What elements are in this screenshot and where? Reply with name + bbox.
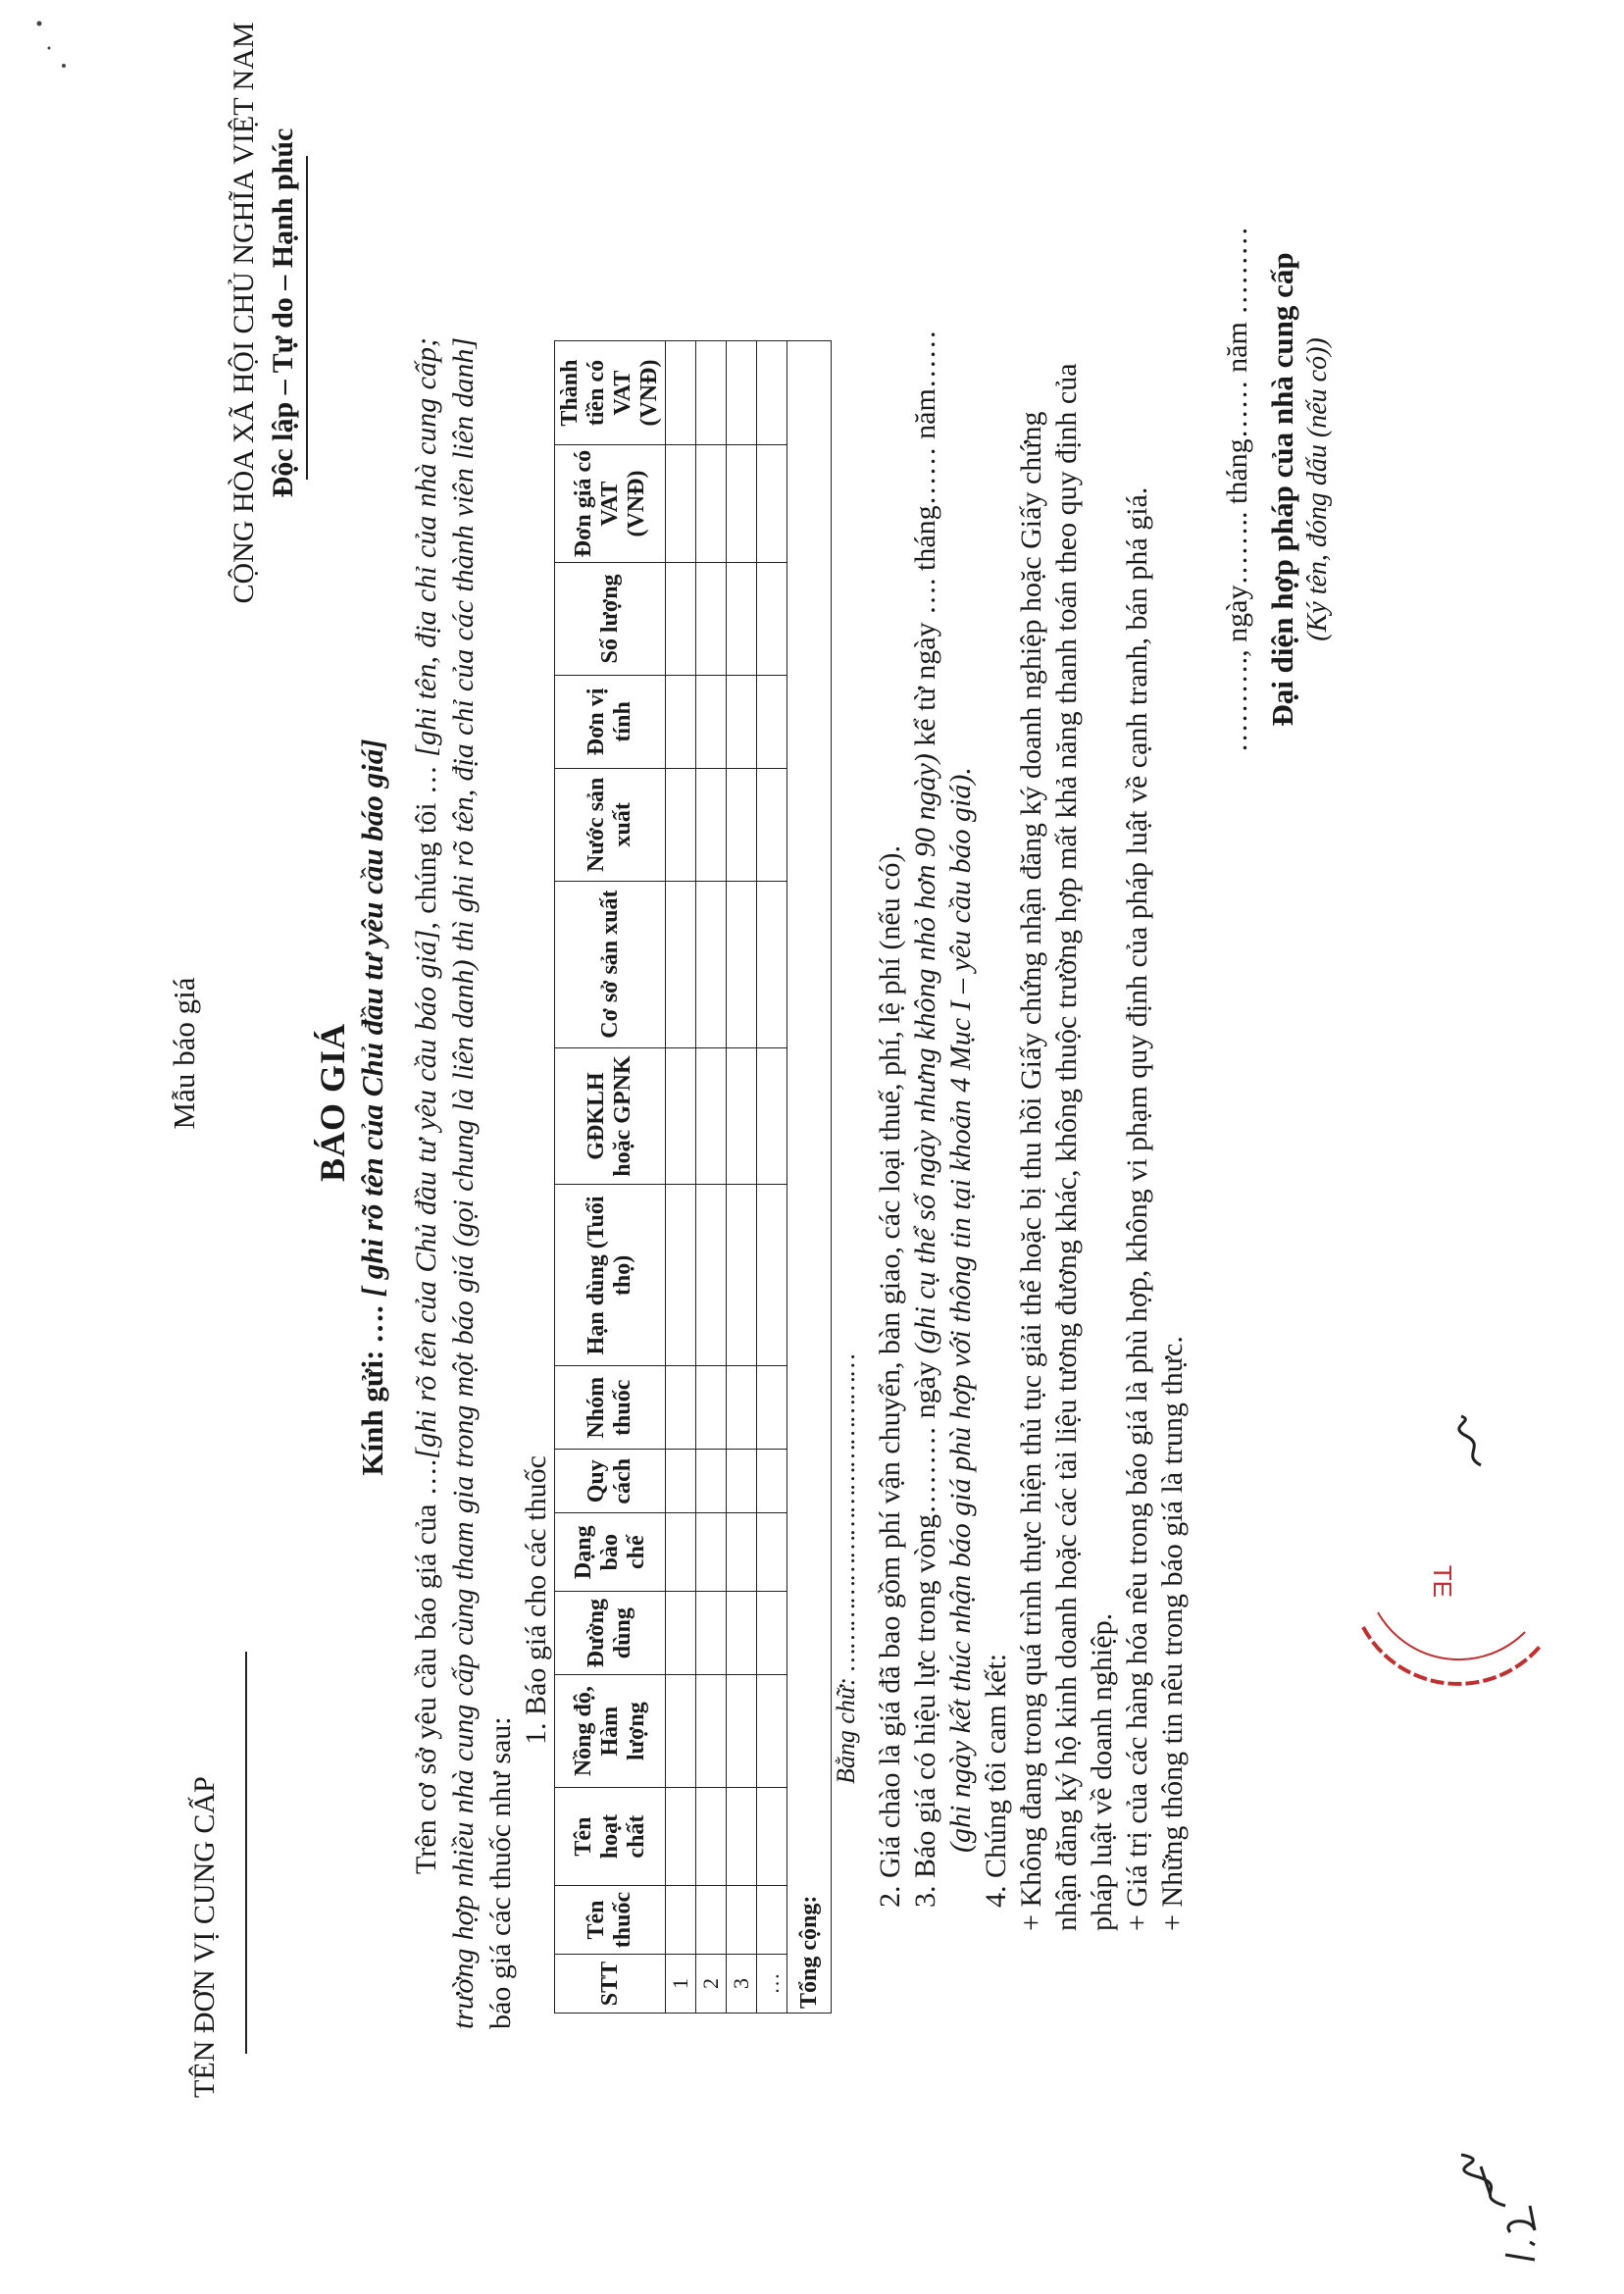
note-2: 2. Giá chào là giá đã bao gồm phí vận chuyển, bàn giao, các loại thuế, phí, lệ phí (nếu có). — [874, 845, 906, 1908]
section-1-heading: 1. Báo giá cho các thuốc — [520, 1455, 552, 1745]
commitment-3: + Những thông tin nêu trong báo giá là trung thực. — [1156, 1336, 1189, 1931]
col-header: Nước sản xuất — [555, 768, 666, 881]
col-header: Tên hoạt chất — [555, 1788, 666, 1886]
col-header: Quy cách — [555, 1450, 666, 1513]
col-header: GĐKLH hoặc GPNK — [555, 1047, 666, 1185]
col-header: Nồng độ, Hàm lượng — [555, 1675, 666, 1788]
motto-underline — [306, 156, 308, 480]
col-header: Hạn dùng (Tuổi thọ) — [555, 1185, 666, 1366]
col-header: Dạng bào chế — [555, 1513, 666, 1592]
price-table — [554, 340, 832, 2014]
addressee-line — [355, 568, 390, 1647]
addressee-value: …. [ ghi rõ tên của Chủ đầu tư yêu cầu báo giá] — [355, 739, 389, 1343]
signature-note: (Ký tên, đóng dấu (nếu có)) — [1302, 337, 1333, 641]
row-number: 1 — [666, 1955, 696, 2014]
col-header: Tên thuốc — [555, 1886, 666, 1955]
representative-title: Đại diện hợp pháp của nhà cung cấp — [1265, 252, 1299, 727]
form-label: Mẫu báo giá — [167, 977, 201, 1130]
commitment-1-line-2: nhận đăng ký hộ kinh doanh hoặc các tài liệu tương đương khác, không thuộc trường hợp mất khả năng thanh toán theo quy định của — [1050, 363, 1083, 1931]
intro-note-2: [ghi tên, địa chỉ của nhà cung cấp; trường hợp nhiều nhà cung cấp cùng tham gia trong một báo giá (gọi chung là liên danh) thì ghi rõ tên, địa chỉ của các thành viên liên danh] — [410, 337, 480, 2029]
intro-paragraph — [408, 337, 520, 2029]
note-3-text-end: kể từ ngày …. tháng…… năm…… — [909, 330, 941, 754]
addressee-label: Kính gửi: — [355, 1350, 389, 1476]
intro-part-1: Trên cơ sở yêu cầu báo giá của …. — [410, 1458, 442, 1874]
col-header: Nhóm thuốc — [555, 1366, 666, 1450]
total-row — [787, 341, 832, 2014]
table-row — [757, 341, 787, 2014]
intro-part-2: , chúng tôi … — [410, 756, 442, 930]
stamp-fragment-text: TE — [1428, 1564, 1457, 1598]
scan-specks — [20, 9, 78, 77]
note-3-italic: (ghi cụ thể số ngày nhưng không nhỏ hơn 90 ngày) — [909, 753, 941, 1354]
col-header: Đường dùng — [555, 1592, 666, 1675]
intro-note-1: [ghi rõ tên của Chủ đầu tư yêu cầu báo giá] — [410, 929, 442, 1459]
initials-mark — [1451, 1411, 1491, 1470]
table-header-row — [555, 341, 666, 2014]
col-header: STT — [555, 1955, 666, 2014]
unit-underline — [245, 1652, 247, 2054]
commitment-2: + Giá trị của các hàng hóa nêu trong báo giá là phù hợp, không vi phạm quy định của pháp luật về cạnh tranh, bán phá giá. — [1121, 486, 1153, 1931]
note-3 — [908, 303, 943, 1931]
note-3-text: 3. Báo giá có hiệu lực trong vòng……… ngày — [909, 1353, 941, 1908]
amount-in-words: Bằng chữ: …………………………………… — [832, 1353, 860, 1784]
notes-block — [873, 303, 1191, 1931]
total-label: Tổng cộng: — [787, 341, 832, 2014]
note-4: 4. Chúng tôi cam kết: — [980, 1653, 1012, 1908]
col-header: Đơn giá có VAT (VNĐ) — [555, 445, 666, 563]
table-row — [696, 341, 727, 2014]
col-header: Cơ sở sản xuất — [555, 881, 666, 1047]
intro-part-3: báo giá các thuốc như sau: — [484, 1716, 517, 2029]
commitment-1-line-1: + Không đang trong quá trình thực hiện thủ tục giải thể hoặc bị thu hồi Giấy chứng nhận đăng ký doanh nghiệp hoặc Giấy chứng — [1015, 411, 1047, 1931]
national-motto: Độc lập – Tự do – Hạnh phúc — [267, 127, 299, 498]
col-header: Thành tiền có VAT (VNĐ) — [555, 341, 666, 445]
table-row — [727, 341, 757, 2014]
supplier-unit-name: TÊN ĐƠN VỊ CUNG CẤP — [188, 1776, 221, 2098]
national-title: CỘNG HÒA XÃ HỘI CHỦ NGHĨA VIỆT NAM — [228, 22, 260, 604]
page-number-mark — [1491, 2191, 1549, 2269]
row-number: 3 — [727, 1955, 757, 2014]
signature-date: ………., ngày…….. tháng…… năm ……… — [1221, 226, 1253, 753]
table-row — [666, 341, 696, 2014]
col-header: Đơn vị tính — [555, 675, 666, 768]
col-header: Số lượng — [555, 563, 666, 676]
row-number: 2 — [696, 1955, 727, 2014]
commitment-1-line-3: pháp luật về doanh nghiệp. — [1086, 1612, 1118, 1931]
note-3-detail: (ghi ngày kết thúc nhận báo giá phù hợp với thông tin tại khoản 4 Mục I – yêu cầu báo giá). — [944, 767, 977, 1853]
document-title: BÁO GIÁ — [313, 1022, 352, 1183]
row-number: … — [757, 1955, 787, 2014]
